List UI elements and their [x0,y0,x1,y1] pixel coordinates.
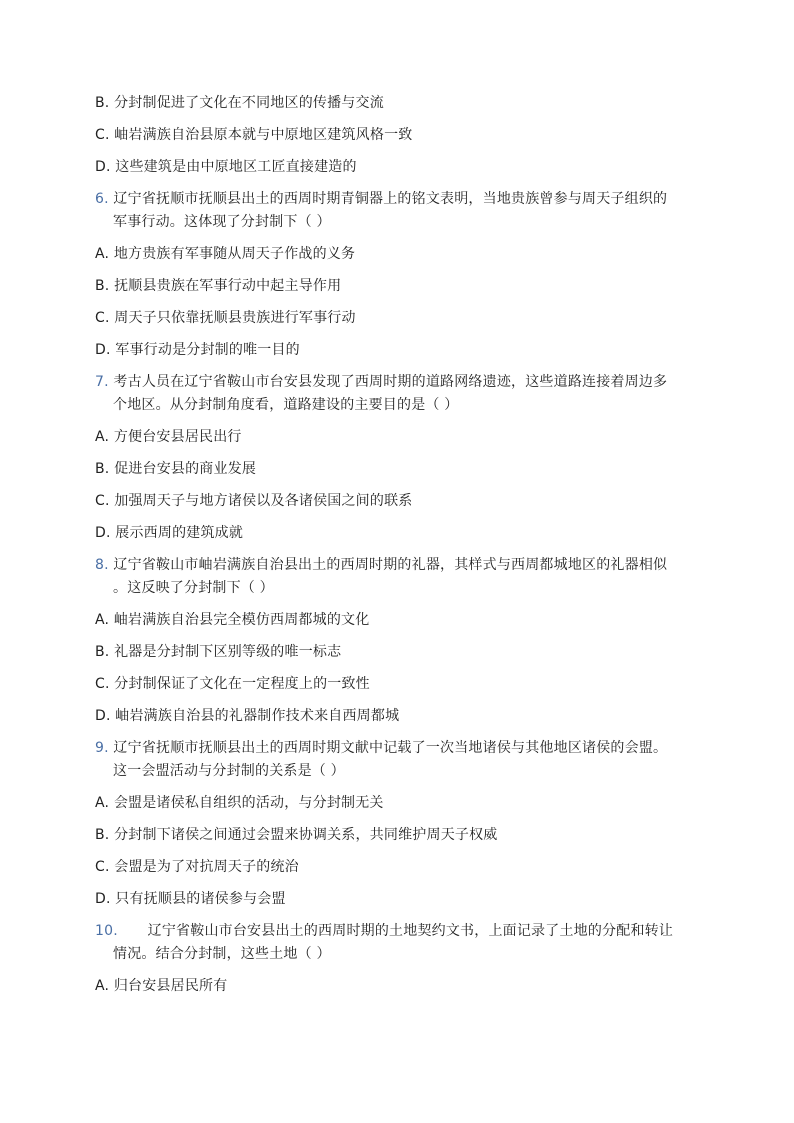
option-text: C. 周天子只依靠抚顺县贵族进行军事行动 [95,310,356,326]
option-9d [95,890,286,908]
question-7 [95,373,667,391]
question-6 [95,190,667,208]
option-7d [95,524,243,542]
option-text: A. 岫岩满族自治县完全模仿西周都城的文化 [95,612,370,628]
option-text: A. 会盟是诸侯私自组织的活动，与分封制无关 [95,795,384,811]
question-number: 6. [95,191,109,207]
question-text: 辽宁省鞍山市台安县出土的西周时期的土地契约文书，上面记录了土地的分配和转让 [147,923,674,939]
question-7-continued [113,396,458,414]
question-text: 个地区。从分封制角度看，道路建设的主要目的是（ ） [113,397,459,413]
option-7b [95,460,256,478]
question-text: 辽宁省鞍山市岫岩满族自治县出土的西周时期的礼器，其样式与西周都城地区的礼器相似 [113,557,668,573]
question-8 [95,556,667,574]
option-7c [95,492,412,510]
option-7a [95,428,242,446]
option-text: C. 分封制保证了文化在一定程度上的一致性 [95,676,370,692]
option-5d [95,158,357,176]
question-10 [95,922,673,940]
option-text: A. 地方贵族有军事随从周天子作战的义务 [95,246,356,262]
option-8c [95,675,370,693]
option-text: D. 只有抚顺县的诸侯参与会盟 [95,891,286,907]
option-9a [95,794,384,812]
question-number: 10. [95,923,118,939]
option-9c [95,858,299,876]
question-8-continued [113,579,274,597]
option-8b [95,643,341,661]
question-9-continued [113,762,345,780]
question-number: 9. [95,740,109,756]
option-text: A. 方便台安县居民出行 [95,429,242,445]
option-5b [95,94,384,112]
question-9 [95,739,667,757]
option-text: B. 抚顺县贵族在军事行动中起主导作用 [95,278,342,294]
question-number: 8. [95,557,109,573]
option-text: C. 岫岩满族自治县原本就与中原地区建筑风格一致 [95,127,413,143]
option-6c [95,309,356,327]
option-text: C. 会盟是为了对抗周天子的统治 [95,859,299,875]
question-text: 辽宁省抚顺市抚顺县出土的西周时期文献中记载了一次当地诸侯与其他地区诸侯的会盟。 [113,740,668,756]
option-5c [95,126,412,144]
option-text: A. 归台安县居民所有 [95,978,228,994]
question-6-continued [113,213,331,231]
option-8d [95,707,399,725]
question-text: 辽宁省抚顺市抚顺县出土的西周时期青铜器上的铭文表明，当地贵族曾参与周天子组织的 [113,191,668,207]
option-6b [95,277,341,295]
question-number: 7. [95,374,109,390]
option-6a [95,245,355,263]
option-text: B. 分封制促进了文化在不同地区的传播与交流 [95,95,384,111]
option-text: B. 促进台安县的商业发展 [95,461,257,477]
option-9b [95,826,498,844]
question-text: 这一会盟活动与分封制的关系是（ ） [113,763,345,779]
question-text: 军事行动。这体现了分封制下（ ） [113,214,331,230]
question-text: 。这反映了分封制下（ ） [113,580,274,596]
option-6d [95,341,300,359]
option-text: C. 加强周天子与地方诸侯以及各诸侯国之间的联系 [95,493,413,509]
option-text: B. 礼器是分封制下区别等级的唯一标志 [95,644,342,660]
option-text: D. 岫岩满族自治县的礼器制作技术来自西周都城 [95,708,400,724]
question-text: 考古人员在辽宁省鞍山市台安县发现了西周时期的道路网络遗迹，这些道路连接着周边多 [113,374,668,390]
option-text: D. 军事行动是分封制的唯一目的 [95,342,300,358]
option-10a [95,977,227,995]
option-text: D. 展示西周的建筑成就 [95,525,244,541]
option-8a [95,611,369,629]
question-text: 情况。结合分封制，这些土地（ ） [113,946,331,962]
question-10-continued [113,945,331,963]
option-text: B. 分封制下诸侯之间通过会盟来协调关系，共同维护周天子权威 [95,827,498,843]
option-text: D. 这些建筑是由中原地区工匠直接建造的 [95,159,357,175]
